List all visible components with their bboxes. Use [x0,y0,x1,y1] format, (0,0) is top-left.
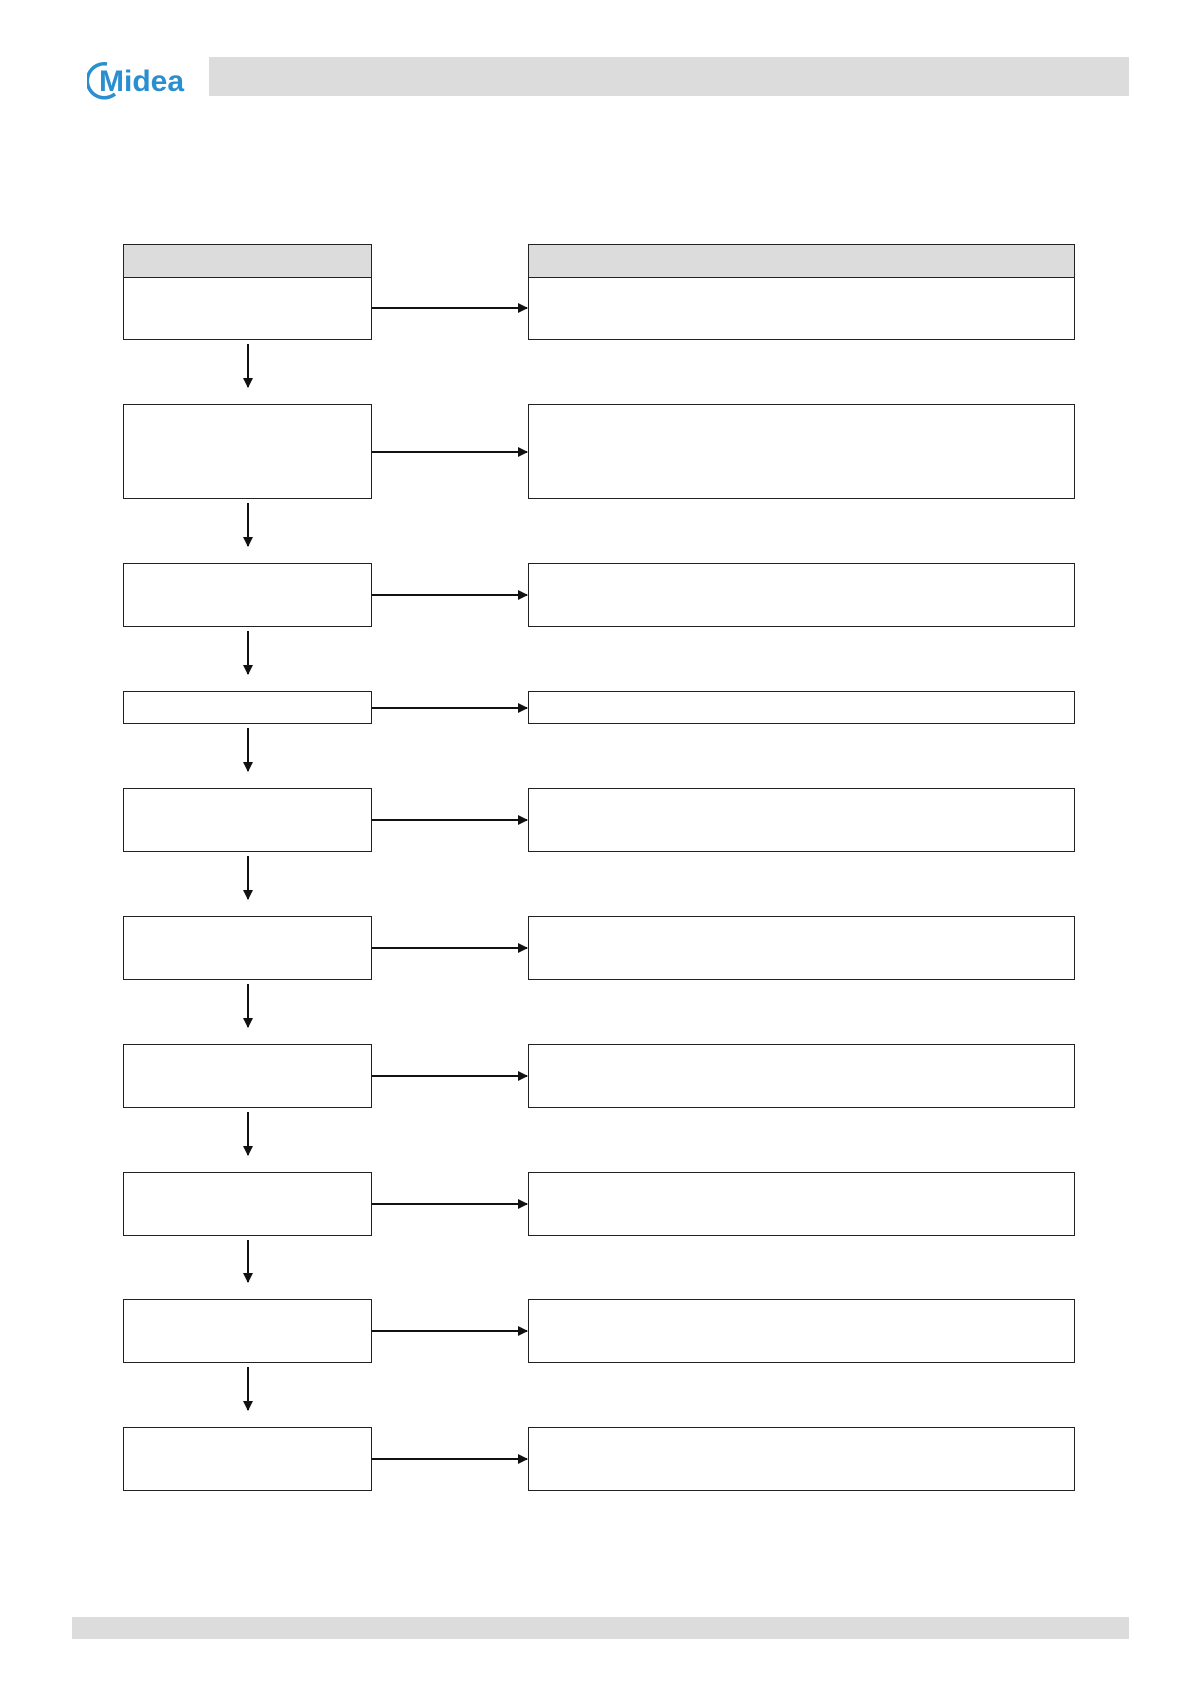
step-10-right-box [528,1427,1075,1491]
step-1-right-box-header [529,245,1074,278]
step-6-left-box [123,916,372,980]
step-9-left-box [123,1299,372,1363]
step-5-left-box [123,788,372,852]
step-1-right-box [528,244,1075,340]
step-5-right-box [528,788,1075,852]
step-4-right-box [528,691,1075,724]
step-2-left-box [123,404,372,499]
step-7-right-box [528,1044,1075,1108]
step-3-right-box [528,563,1075,627]
step-8-right-box [528,1172,1075,1236]
step-4-left-box [123,691,372,724]
step-3-left-box [123,563,372,627]
logo-text: Midea [99,65,185,98]
footer-bar [72,1617,1129,1639]
step-6-right-box [528,916,1075,980]
step-10-left-box [123,1427,372,1491]
step-1-left-box [123,244,372,340]
step-2-right-box [528,404,1075,499]
step-1-left-box-header [124,245,371,278]
step-9-right-box [528,1299,1075,1363]
step-7-left-box [123,1044,372,1108]
step-8-left-box [123,1172,372,1236]
